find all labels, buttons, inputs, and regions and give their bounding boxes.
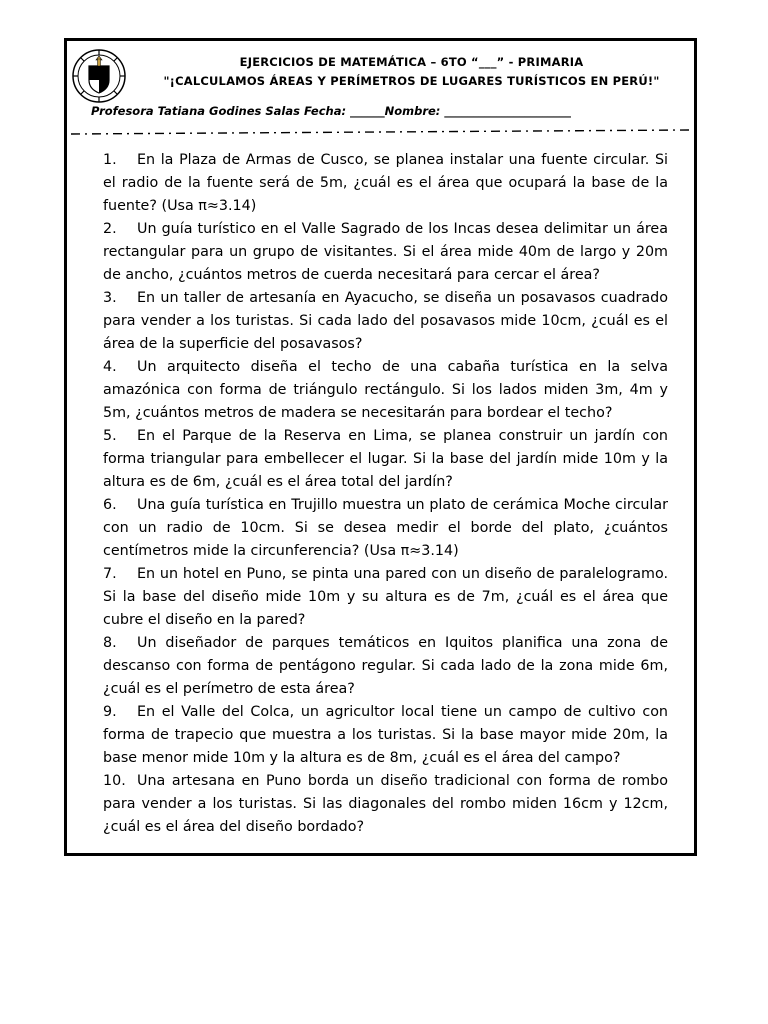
question-text: Una guía turística en Trujillo muestra un plato de cerámica Moche circular con un radio de 10cm. Si se desea medir el borde del plato, ¿cuántos centímetros mide la circunferencia? (Usa π≈3.14) [103, 497, 668, 559]
school-crest-icon [70, 47, 128, 105]
question-item [103, 218, 668, 287]
question-text: Una artesana en Puno borda un diseño tradicional con forma de rombo para vender a los turistas. Si las diagonales del rombo miden 16cm y 12cm, ¿cuál es el área del diseño bordado? [103, 773, 668, 835]
question-number: 2. [103, 221, 117, 237]
worksheet [64, 38, 697, 856]
question-text: En un taller de artesanía en Ayacucho, se diseña un posavasos cuadrado para vender a los turistas. Si cada lado del posavasos mide 10cm, ¿cuál es el área de la superficie del posavasos? [103, 290, 668, 352]
worksheet-subtitle: "¡CALCULAMOS ÁREAS Y PERÍMETROS DE LUGARES TURÍSTICOS EN PERÚ!" [163, 74, 660, 88]
question-number: 5. [103, 428, 117, 444]
question-item [103, 287, 668, 356]
question-item [103, 149, 668, 218]
question-text: En un hotel en Puno, se pinta una pared con un diseño de paralelogramo. Si la base del diseño mide 10m y su altura es de 7m, ¿cuál es el área que cubre el diseño en la pared? [103, 566, 668, 628]
question-item [103, 770, 668, 839]
question-text: Un arquitecto diseña el techo de una cabaña turística en la selva amazónica con forma de triángulo rectángulo. Si los lados miden 3m, 4m y 5m, ¿cuántos metros de madera se necesitarán para bordear el techo? [103, 359, 668, 421]
teacher-date-name-line: Profesora Tatiana Godines Salas Fecha: ______Nombre: ______________________ [91, 104, 571, 118]
question-text: Un guía turístico en el Valle Sagrado de los Incas desea delimitar un área rectangular para un grupo de visitantes. Si el área mide 40m de largo y 20m de ancho, ¿cuántos metros de cuerda necesitará para cercar el área? [103, 221, 668, 283]
question-item [103, 563, 668, 632]
question-text: En la Plaza de Armas de Cusco, se planea instalar una fuente circular. Si el radio de la fuente será de 5m, ¿cuál es el área que ocupará la base de la fuente? (Usa π≈3.14) [103, 152, 668, 214]
question-number: 7. [103, 566, 117, 582]
question-item [103, 632, 668, 701]
question-number: 4. [103, 359, 117, 375]
question-text: En el Parque de la Reserva en Lima, se planea construir un jardín con forma triangular para embellecer el lugar. Si la base del jardín mide 10m y la altura es de 6m, ¿cuál es el área total del jardín? [103, 428, 668, 490]
question-number: 10. [103, 773, 126, 789]
worksheet-title: EJERCICIOS DE MATEMÁTICA – 6TO “___” - PRIMARIA [239, 55, 584, 69]
question-text: Un diseñador de parques temáticos en Iquitos planifica una zona de descanso con forma de pentágono regular. Si cada lado de la zona mide 6m, ¿cuál es el perímetro de esta área? [103, 635, 668, 697]
question-number: 9. [103, 704, 117, 720]
question-number: 3. [103, 290, 117, 306]
question-item [103, 425, 668, 494]
question-number: 8. [103, 635, 117, 651]
dash-dot-divider [71, 129, 689, 137]
question-list [103, 149, 668, 839]
question-item [103, 494, 668, 563]
question-number: 1. [103, 152, 117, 168]
question-number: 6. [103, 497, 117, 513]
question-item [103, 701, 668, 770]
question-text: En el Valle del Colca, un agricultor local tiene un campo de cultivo con forma de trapecio que muestra a los turistas. Si la base mayor mide 20m, la base menor mide 10m y la altura es de 8m, ¿cuál es el área del campo? [103, 704, 668, 766]
question-item [103, 356, 668, 425]
